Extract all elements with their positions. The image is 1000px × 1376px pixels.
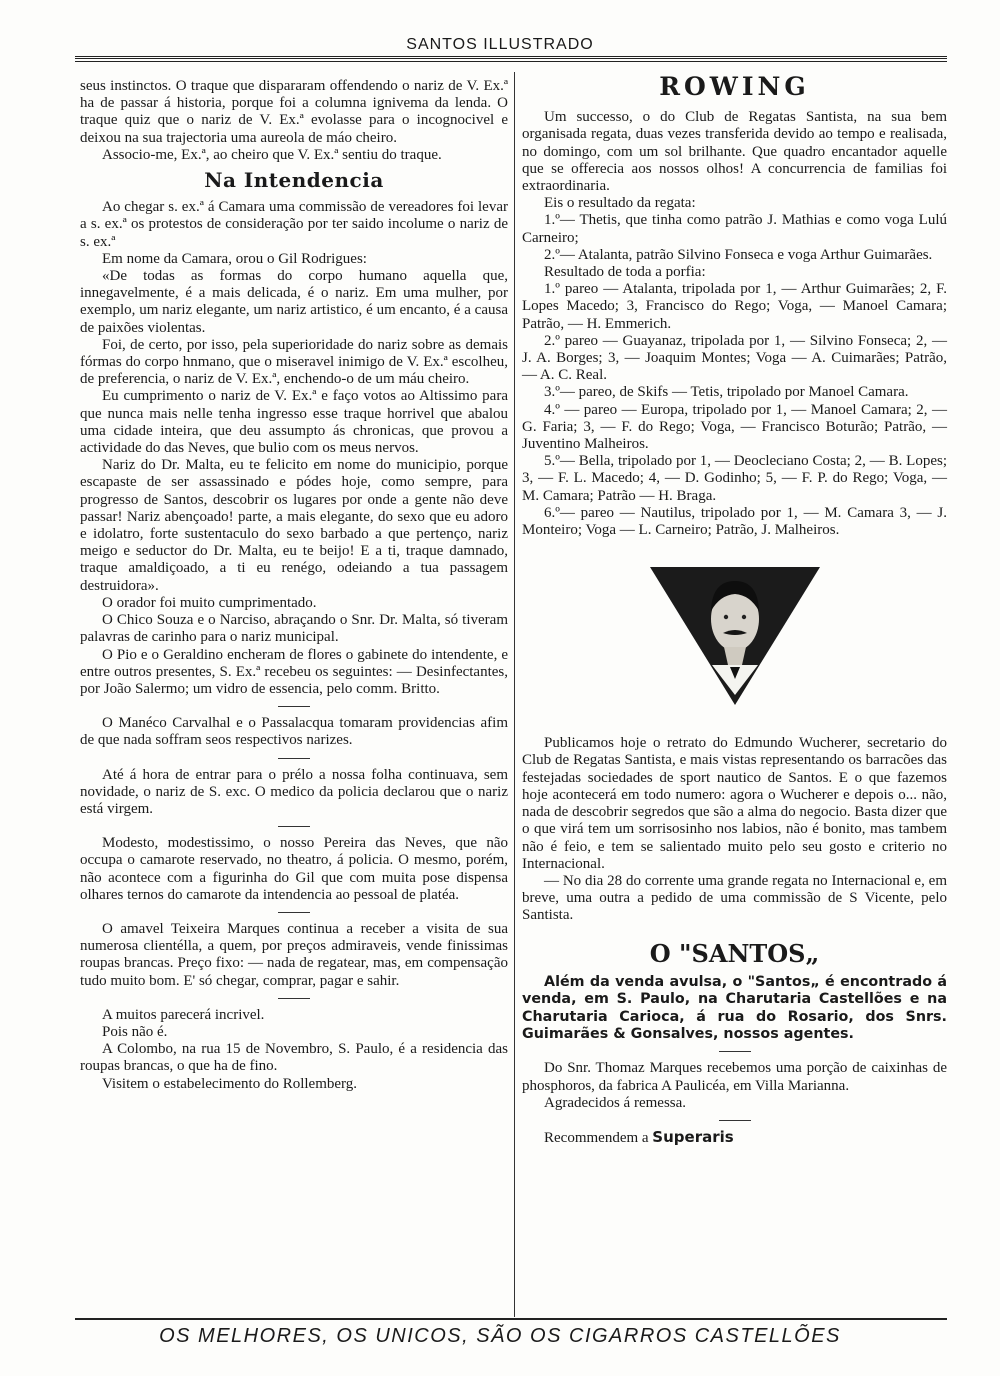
article-paragraph: O Pio e o Geraldino encheram de flores o gabinete do intendente, e entre outros presentes, S. Ex.ª recebeu os seguintes: — Desinfectantes, por João Salermo; um vidro de essencia, pelo comm. Britto. (80, 646, 508, 697)
recommend-prefix: Recommendem a (544, 1129, 649, 1146)
header-rule (75, 56, 947, 62)
pareo-item: 5.º— Bella, tripolado por 1, — Deocleciano Costa; 2, — B. Lopes; 3, — F. L. Macedo; 4, — D. Godinho; 5, — F. P. do Rego; Voga, — M. Camara; Patrão — H. Braga. (522, 453, 947, 504)
phosphoros-paragraph: Do Snr. Thomaz Marques recebemos uma porção de caixinhas de phosphoros, da fabrica A Paulicéa, em Villa Marianna. (522, 1060, 947, 1094)
separator (278, 706, 310, 707)
section-title-santos: O "SANTOS„ (649, 938, 820, 968)
right-column (522, 72, 947, 1147)
separator (278, 826, 310, 827)
recommend-brand: Superaris (652, 1127, 734, 1146)
footer-rule (75, 1318, 947, 1320)
running-title: SANTOS ILLUSTRADO (406, 36, 594, 53)
result-item: 2.º— Atalanta, patrão Silvino Fonseca e voga Arthur Guimarães. (544, 246, 933, 263)
note-paragraph: Até á hora de entrar para o prélo a nossa folha continuava, sem novidade, o nariz de S. exc. O medico da policia declarou que o nariz está virgem. (80, 766, 508, 817)
santos-notice: Além da venda avulsa, o "Santos„ é encontrado á venda, em S. Paulo, na Charutaria Castellões e na Charutaria Carioca, á rua do Rosario, dos Snrs. Guimarães & Gonsalves, nossos agentes. (522, 973, 947, 1042)
portrait-eye-right (741, 615, 745, 619)
result-label: Eis o resultado da regata: (544, 195, 696, 212)
pareo-item: 4.º — pareo — Europa, tripolado por 1, — Manoel Camara; 2, — G. Faria; 3, — F. do Rego; Voga, — Francisco Boturão; Patrão, — Juventino Malheiros. (522, 401, 947, 453)
pareo-item: 3.º— pareo, de Skifs — Tetis, tripolado por Manoel Camara. (544, 384, 909, 401)
thanks-paragraph: Agradecidos á remessa. (544, 1094, 687, 1111)
section-title-rowing: ROWING (659, 72, 810, 101)
porfia-label: Resultado de toda a porfia: (544, 264, 706, 281)
pareo-item: 6.º— pareo — Nautilus, tripolado por 1, — M. Camara 3, — J. Monteiro; Voga — L. Carneiro; Patrão, J. Malheiros. (522, 504, 947, 539)
regata-notice: — No dia 28 do corrente uma grande regata no Internacional e, em breve, uma outra a pedido de uma commissão de S Vicente, pelo Santista. (522, 872, 947, 924)
article-paragraph: Eu cumprimento o nariz de V. Ex.ª e faço votos ao Altissimo para que nunca mais nelle tenha ingresso esse traque horrivel que abalou uma cidade inteira, que deu assumpto ás chronicas, que provou a actividade do das Neves, que bulio com os meus nervos. (80, 388, 508, 457)
note-paragraph: O Manéco Carvalhal e o Passalacqua tomaram providencias afim de que nada soffram seos respectivos narizes. (80, 715, 508, 749)
separator (278, 758, 310, 759)
pareo-item: 2.º pareo — Guayanaz, tripolada por 1, — Silvino Fonseca; 2, — J. A. Borges; 3, — Joaquim Montes; Voga — A. Cuimarães; Patrão, — A. C. Real. (522, 332, 947, 384)
portrait-eye-left (723, 615, 727, 619)
article-paragraph: Em nome da Camara, orou o Gil Rodrigues: (102, 250, 367, 267)
separator (278, 912, 310, 913)
article-paragraph: Foi, de certo, por isso, pela superioridade do nariz sobre as demais fórmas do corpo hnmano, que o miseravel inimigo de V. Ex.ª escolheu, de preferencia, o nariz de V. Ex.ª, enchendo-o de um máu cheiro. (80, 336, 508, 388)
intro-paragraph: seus instinctos. O traque que dispararam offendendo o nariz de V. Ex.ª ha de passar á historia, porque foi a columna ignivema da lenda. O traque quiz que o nariz de V. Ex.ª evolasse para o incognocivel e deixou na sua trajectoria uma aureola de máo cheiro. (80, 78, 508, 146)
column-divider (514, 72, 515, 1317)
separator (719, 1051, 751, 1052)
result-item: 1.º— Thetis, que tinha como patrão J. Mathias e como voga Lulú Carneiro; (522, 212, 947, 246)
intro-paragraph: Associo-me, Ex.ª, ao cheiro que V. Ex.ª sentiu do traque. (102, 146, 442, 163)
separator (278, 998, 310, 999)
note-paragraph: Modesto, modestissimo, o nosso Pereira das Neves, que não occupa o camarote reservado, no theatro, á policia. O mesmo, porém, não acontece com a figurinha do Gil que com muita pose dispensa olhares ternos do camarote da intendencia ao pessoal de platéa. (80, 835, 508, 903)
closing-paragraph: A muitos parecerá incrivel. (102, 1006, 265, 1023)
closing-paragraph: Pois não é. (102, 1023, 168, 1040)
closing-paragraph: Visitem o estabelecimento do Rollemberg. (102, 1075, 358, 1092)
article-paragraph: Ao chegar s. ex.ª á Camara uma commissão de vereadores foi levar a s. ex.ª os protestos de consideração por ter saido incolume o nariz de s. ex.ª (80, 199, 508, 250)
footer-slogan: OS MELHORES, OS UNICOS, SÃO OS CIGARROS CASTELLÕES (159, 1325, 841, 1347)
portrait-image (650, 567, 820, 705)
article-paragraph: O Chico Souza e o Narciso, abraçando o Snr. Dr. Malta, só tiveram palavras de carinho para o nariz municipal. (80, 612, 508, 646)
recommend-line (522, 1129, 947, 1147)
pareo-item: 1.º pareo — Atalanta, tripolada por 1, — Arthur Guimarães; 2, F. Lopes Macedo; 3, Francisco do Rego; Voga, — Manoel Camara; Patrão, — H. Emmerich. (522, 281, 947, 332)
closing-paragraph: A Colombo, na rua 15 de Novembro, S. Paulo, é a residencia das roupas brancas, o que ha de fino. (80, 1041, 508, 1075)
article-paragraph: O orador foi muito cumprimentado. (102, 594, 317, 611)
note-paragraph: O amavel Teixeira Marques continua a receber a visita de sua numerosa clientélla, a quem, por preços admiraveis, vende finissimas roupas brancas. Preço fixo: — nada de regatear, mas, em compensação tudo muito bom. E' só chegar, comprar, pagar e sahir. (80, 920, 508, 989)
section-title-intendencia: Na Intendencia (204, 168, 384, 193)
article-paragraph: Nariz do Dr. Malta, eu te felicito em nome do municipio, porque escapaste de ser assassinado e pódes hoje, como sempre, para progresso de Santos, descobrir os lugares por onde a gente não deve passar! Nariz abençoado! parte, a mais elegante, do sexo que eu adoro e idolatro, forte sustentaculo do sexo barbado a que pertenço, nariz meigo e seductor do Dr. Malta, eu te beijo! E a ti, traque damnado, traque amaldiçoado, a ti eu renégo, odeiando a tua passagem destruidora». (80, 457, 508, 594)
portrait-caption: Publicamos hoje o retrato do Edmundo Wucherer, secretario do Club de Regatas Santista, e mais vistas representando os barracões das festejadas sociedades de sport nautico de Santos. E o que fazemos hoje acontecerá em todo numero: agora o Wucherer e depois o... não, nada de descobrir segredos que são a alma do negocio. Basta dizer que o que virá tem um sorrisosinho nos labios, não é bonito, mas tambem não é feio, e tem se salientado muito pelo seu gosto e criterio no Internacional. (522, 735, 947, 872)
rowing-intro: Um successo, o do Club de Regatas Santista, na sua bem organisada regata, duas vezes transferida devido ao tempo e realisada, no domingo, com um sol brilhante. Que quadro encantador aquelle que se offerecia aos nossos olhos! A concurrencia de familias foi extraordinaria. (522, 109, 947, 195)
separator (719, 1120, 751, 1121)
left-column (80, 78, 508, 1093)
article-paragraph: «De todas as formas do corpo humano aquella que, innegavelmente, é a mais delicada, é o nariz. Em uma mulher, por exemplo, um nariz elegante, um nariz artistico, é um encanto, é a causa de paixões violentas. (80, 268, 508, 336)
